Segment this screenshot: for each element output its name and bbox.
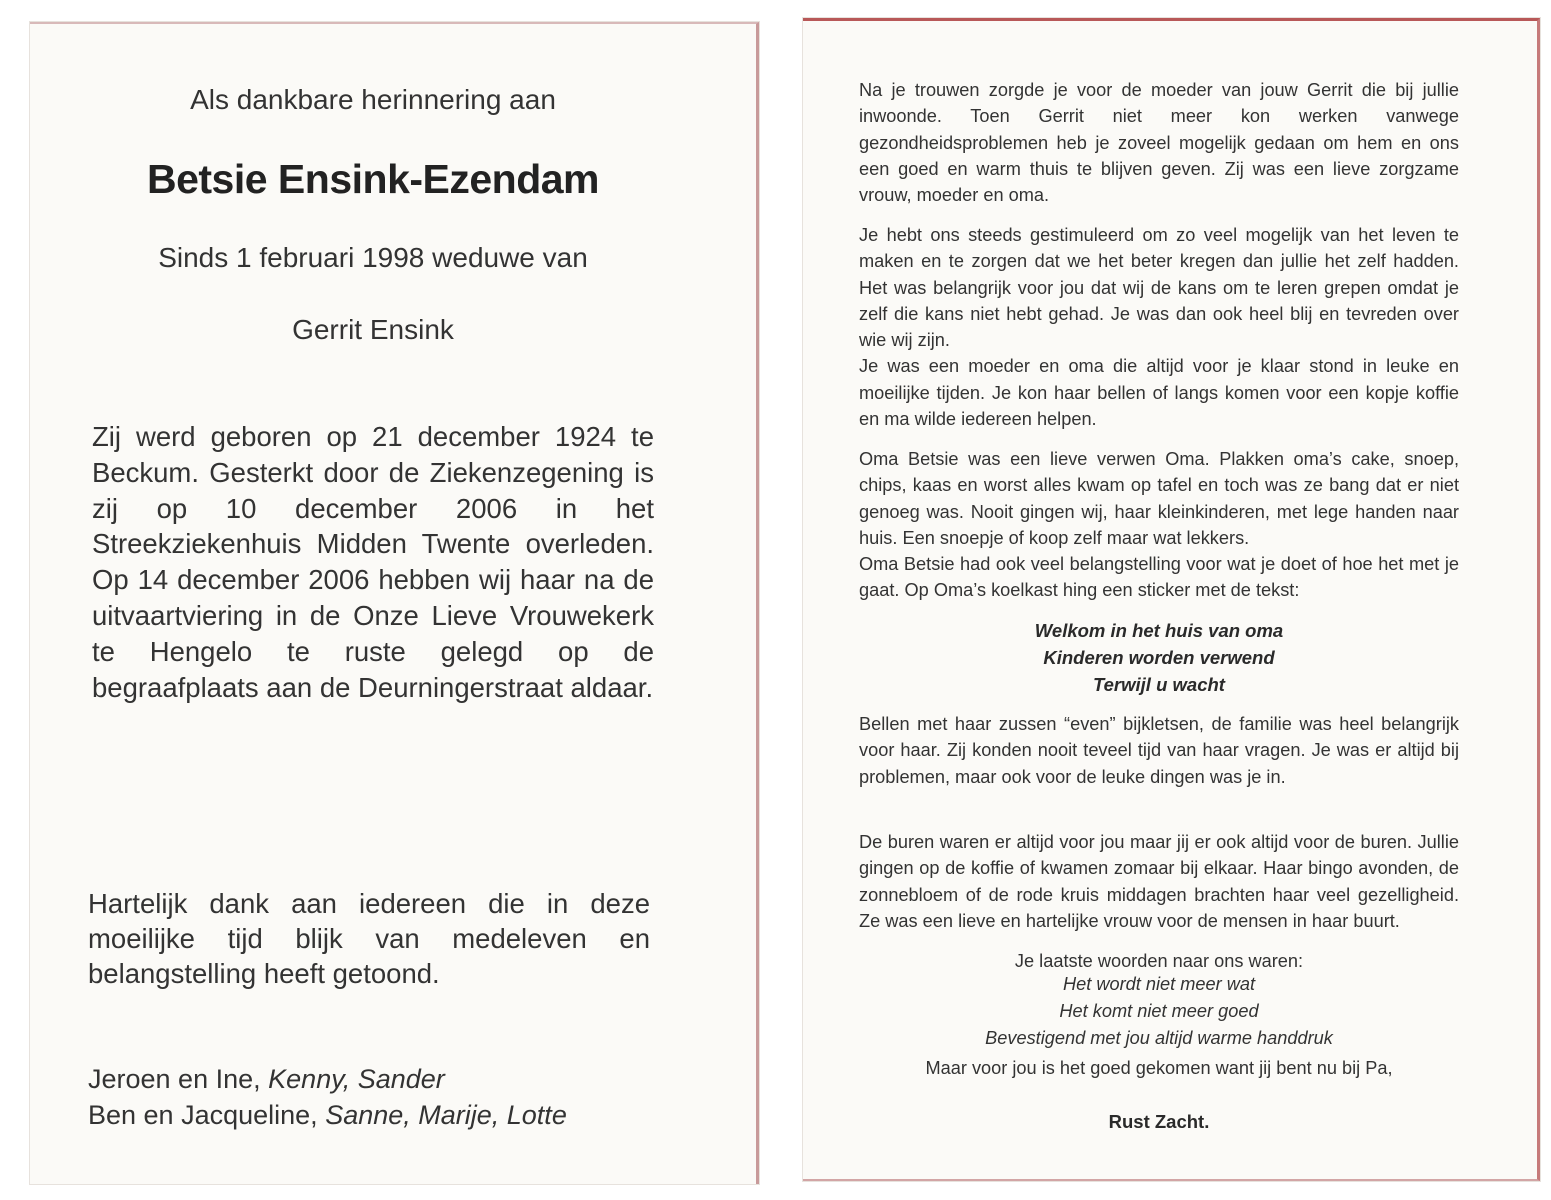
closing-line: Maar voor jou is het goed gekomen want jij bent nu bij Pa, xyxy=(925,1058,1393,1078)
last-words-line: Het wordt niet meer wat xyxy=(1062,974,1256,994)
last-words xyxy=(859,971,1459,1052)
poem-line: Welkom in het huis van oma xyxy=(1034,620,1284,641)
paragraph-encouragement xyxy=(859,222,1459,432)
paragraph-grandma xyxy=(859,446,1459,604)
deceased-name: Betsie Ensink-Ezendam xyxy=(146,156,600,202)
widow-line: Sinds 1 februari 1998 weduwe van xyxy=(158,242,588,273)
paragraph-text: Je was een moeder en oma die altijd voor je klaar stond in leuke en moeilijke tijden. Je kon haar bellen of langs komen voor een kopje koffie en ma wilde iedereen helpen. xyxy=(859,356,1459,430)
paragraph-care: Na je trouwen zorgde je voor de moeder van jouw Gerrit die bij jullie inwoonde. Toen Gerrit niet meer kon werken vanwege gezondheidsproblemen heb je zoveel mogelijk gedaan om hem en ons een goed en warm thuis te blijven geven. Zij was een lieve zorgzame vrouw, moeder en oma. xyxy=(859,80,1459,206)
last-words-intro: Je laatste woorden naar ons waren: xyxy=(1014,951,1304,971)
poem-line: Terwijl u wacht xyxy=(1093,674,1225,695)
poem-line: Kinderen worden verwend xyxy=(1043,647,1275,668)
family-parents: Jeroen en Ine, xyxy=(88,1064,261,1094)
biography-paragraph: Zij werd geboren op 21 december 1924 te Beckum. Gesterkt door de Ziekenzegening is zij op 10 december 2006 in het Streekziekenhuis Midden Twente overleden. Op 14 december 2006 hebben wij haar na de uitvaartviering in de Onze Lieve Vrouwekerk te Hengelo te ruste gelegd op de begraafplaats aan de Deurningerstraat aldaar. xyxy=(92,421,654,703)
family-line xyxy=(88,1064,445,1095)
last-words-line: Het komt niet meer goed xyxy=(1059,1001,1259,1021)
closing-words: Rust Zacht. xyxy=(1108,1111,1210,1132)
paragraph-family: Bellen met haar zussen “even” bijkletsen, de familie was heel belangrijk voor haar. Zij konden nooit teveel tijd van haar vragen. Je was er altijd bij problemen, maar ook voor de leuke dingen was je in. xyxy=(859,714,1459,787)
memorial-card-back xyxy=(803,18,1540,1181)
paragraph-text: Oma Betsie was een lieve verwen Oma. Plakken oma’s cake, snoep, chips, kaas en worst alles kwam op tafel en toch was ze bang dat er niet genoeg was. Nooit gingen wij, haar kleinkinderen, met lege handen naar huis. Een snoepje of koop zelf maar wat lekkers. xyxy=(859,449,1459,548)
spouse-name: Gerrit Ensink xyxy=(292,314,454,345)
paragraph-text: Je hebt ons steeds gestimuleerd om zo veel mogelijk van het leven te maken en te zorgen dat we het beter kregen dan jullie het zelf hadden. Het was belangrijk voor jou dat wij de kans om te leren grepen omdat je zelf die kans niet hebt gehad. Je was dan ook heel blij en tevreden over wie wij zijn. xyxy=(859,225,1459,351)
paragraph-neighbours: De buren waren er altijd voor jou maar jij er ook altijd voor de buren. Jullie gingen op de koffie of kwamen zomaar bij elkaar. Haar bingo avonden, de zonnebloem of de rode kruis middagen brachten haar veel gezelligheid. Ze was een lieve en hartelijke vrouw voor de mensen in haar buurt. xyxy=(859,832,1459,931)
intro-line: Als dankbare herinnering aan xyxy=(190,84,556,115)
family-children: Sanne, Marije, Lotte xyxy=(325,1100,567,1130)
fridge-sticker-poem xyxy=(859,617,1459,698)
last-words-line: Bevestigend met jou altijd warme handdruk xyxy=(985,1028,1333,1048)
family-parents: Ben en Jacqueline, xyxy=(88,1100,318,1130)
memorial-card-front xyxy=(30,22,759,1184)
family-children: Kenny, Sander xyxy=(268,1064,445,1094)
family-line xyxy=(88,1100,567,1131)
thanks-paragraph: Hartelijk dank aan iedereen die in deze moeilijke tijd blijk van medeleven en belangstelling heeft getoond. xyxy=(88,888,650,989)
paragraph-text: Oma Betsie had ook veel belangstelling voor wat je doet of hoe het met je gaat. Op Oma’s koelkast hing een sticker met de tekst: xyxy=(859,554,1459,601)
